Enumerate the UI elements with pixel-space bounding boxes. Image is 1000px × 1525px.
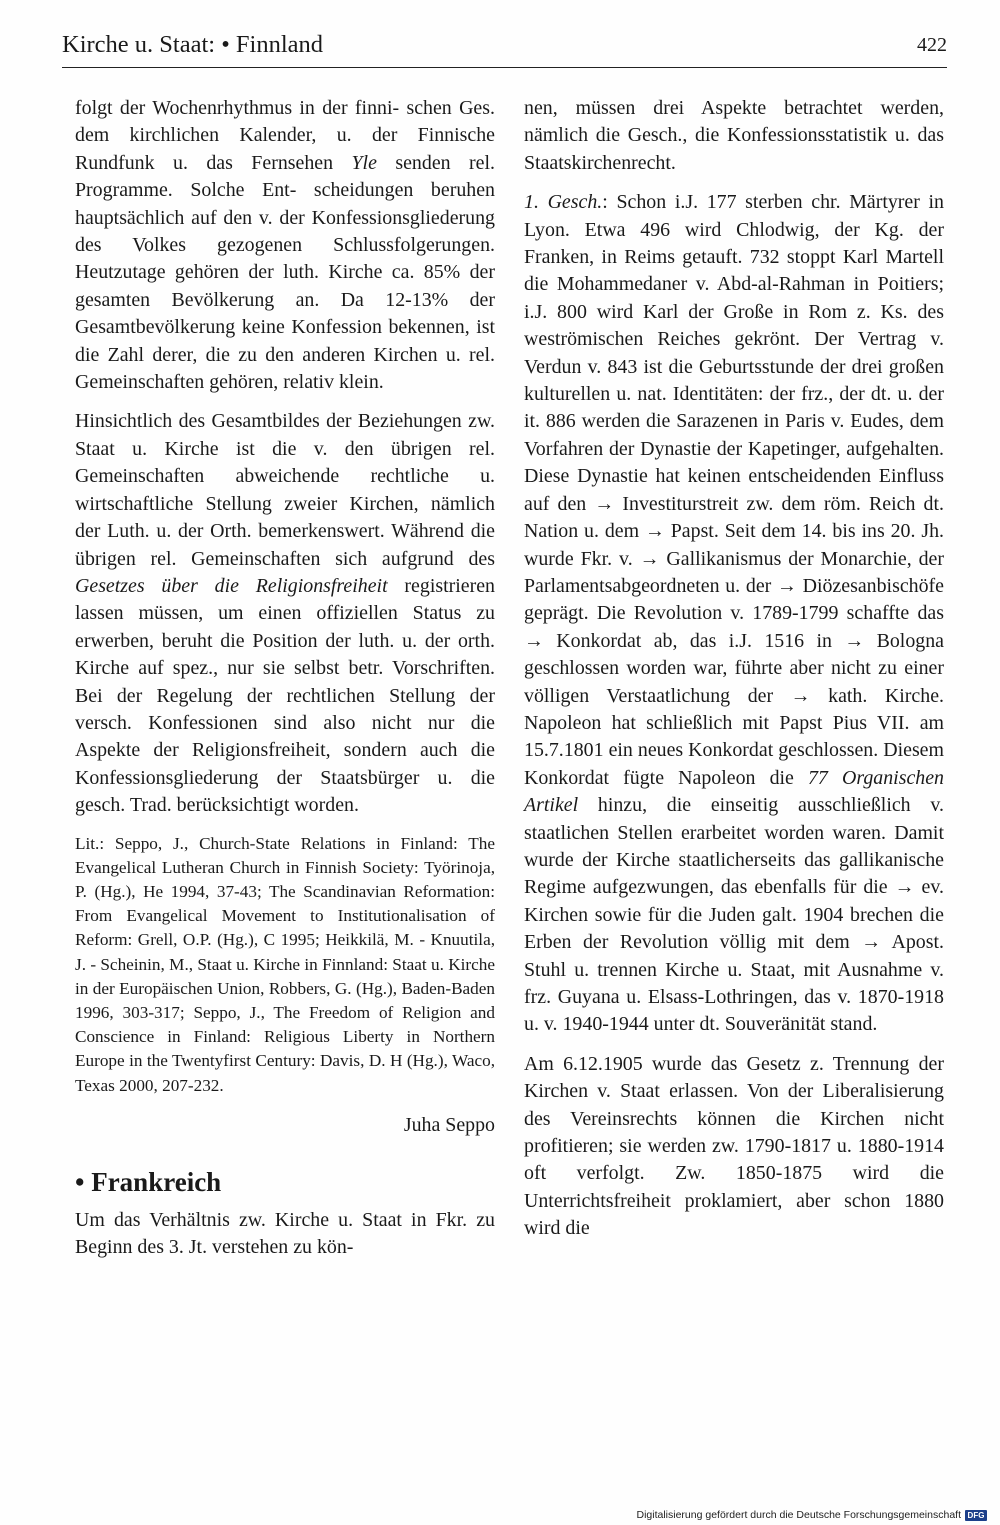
- text-line: schen Ges. dem kirchlichen Kalender, u.: [75, 97, 495, 147]
- subsection-label: 1. Gesch.: [524, 191, 603, 214]
- running-header: [62, 28, 947, 68]
- bullet-icon: •: [75, 1166, 85, 1197]
- paragraph-finnland-end: [75, 95, 495, 396]
- section-heading: [75, 1165, 495, 1199]
- italic-term: 77 Organischen Artikel: [524, 766, 944, 817]
- text-run: registrieren lassen müssen, um einen offiziellen Status zu erwerben, beruht die Position der luth. u. der orth. Kirche auf spez., nur sie selbst betr. Vorschriften. Bei der Regelung der rechtlichen Stellung der versch. Konfessionen sind also nicht nur die Aspekte der Religionsfreiheit, sondern auch die Konfessionsgliederung der Staatsbürger u. die gesch. Trad. berücksichtigt worden.: [75, 574, 495, 817]
- running-title: Kirche u. Staat: • Finnland: [62, 31, 324, 58]
- text-line: folgt der Wochenrhythmus in der finni-: [75, 97, 400, 119]
- literature-references: Lit.: Seppo, J., Church-State Relations in Finland: The Evangelical Lutheran Church in Finnish Society: Työrinoja, P. (Hg.), He 1994, 37-43; The Scandinavian Reformation: From Evangelical Movement to Institutionalisation of Reform: Grell, O.P. (Hg.), C 1995; Heikkilä, M. - Knuutila, J. - Scheinin, M., Staat u. Kirche in Finnland: Staat u. Kirche in der Europäischen Union, Robbers, G. (Hg.), Baden-Baden 1996, 303-317; Seppo, J., The Freedom of Religion and Conscience in Finland: Religious Liberty in Northern Europe in the Twentyfirst Century: Davis, D. H (Hg.), Waco, Texas 2000, 207-232.: [75, 833, 495, 1095]
- italic-term: Yle: [351, 151, 377, 174]
- text-run: Hinsichtlich des Gesamtbildes der Beziehungen zw. Staat u. Kirche ist die v. den übrigen rel. Gemeinschaften abweichende rechtliche u. wirtschaftliche Stellung zweier Kirchen, nämlich der Luth. u. der Orth. bemerkenswert. Während die übrigen rel. Gemeinschaften sich aufgrund des: [75, 410, 495, 570]
- page-number: 422: [917, 34, 947, 56]
- digitization-footer: [636, 1508, 987, 1522]
- paragraph-beziehungen: [75, 408, 495, 819]
- left-column: [75, 95, 495, 1262]
- section-title: Frankreich: [91, 1166, 222, 1197]
- dfg-logo-icon: DFG: [965, 1510, 987, 1521]
- paragraph-aspekte: nen, müssen drei Aspekte betrachtet werden, nämlich die Gesch., die Konfessionsstatistik u. das Staatskirchenrecht.: [524, 97, 944, 174]
- paragraph-frankreich-intro: Um das Verhältnis zw. Kirche u. Staat in Fkr. zu Beginn des 3. Jt. verstehen zu kön-: [75, 1208, 495, 1259]
- text-run: hinzu, die einseitig ausschließlich v. staatlichen Stellen erarbeitet worden waren. Damit wurde der Kirche staatlicherseits das gallikanische Regime aufgezwungen, das ebenfalls für die → ev. Kirchen sowie für die Juden galt. 1904 brechen die Erben der Revolution völlig mit dem → Apost. Stuhl u. trennen Kirche u. Staat, mit Ausnahme v. frz. Guyana u. Elsass-Lothringen, das v. 1870-1918 u. v. 1940-1944 unter dt. Souveränität stand.: [524, 794, 944, 1036]
- right-column: [524, 95, 944, 1243]
- author-signature: Juha Seppo: [403, 1113, 495, 1136]
- text-line: der Finnische Rundfunk u. das Fernsehen: [75, 124, 495, 174]
- footer-text: Digitalisierung gefördert durch die Deutsche Forschungsgemeinschaft: [636, 1509, 961, 1521]
- paragraph-geschichte: [524, 189, 944, 1039]
- text-line: senden rel. Programme. Solche Ent-: [75, 151, 495, 202]
- text-run: : Schon i.J. 177 sterben chr. Märtyrer in Lyon. Etwa 496 wird Chlodwig, der Kg. der Franken, in Reims getauft. 732 stoppt Karl Martell die Mohammedaner v. Abd-al-Rahman in Poitiers; i.J. 800 wird Karl der Große in Rom z. Ks. des weströmischen Reiches gekrönt. Der Vertrag v. Verdun v. 843 ist die Geburtsstunde der drei großen kulturellen u. nat. Identitäten: der frz., der dt. u. der it. 886 werden die Sarazenen in Paris v. Eudes, dem Vorfahren der Dynastie der Kapetinger, aufgehalten. Diese Dynastie hat keinen entscheidenden Einfluss auf den → Investiturstreit zw. dem röm. Reich dt. Nation u. dem → Papst. Seit dem 14. bis ins 20. Jh. wurde Fkr. v. → Gallikanismus der Monarchie, der Parlamentsabgeordneten u. der → Diözesanbischöfe geprägt. Die Revolution v. 1789-1799 schaffte das → Konkordat ab, das i.J. 1516 in → Bologna geschlossen worden war, führte aber nicht zu einer völligen Verstaatlichung der → kath. Kirche. Napoleon hat schließlich mit Papst Pius VII. am 15.7.1801 ein neues Konkordat geschlossen. Diesem Konkordat fügte Napoleon die: [524, 191, 945, 789]
- italic-term: Gesetzes über die Religionsfreiheit: [75, 574, 388, 597]
- paragraph-trennung: Am 6.12.1905 wurde das Gesetz z. Trennung der Kirchen v. Staat erlassen. Von der Liberalisierung des Vereinsrechts können die Kirchen nicht profitieren; sie werden zw. 1790-1817 u. 1880-1914 oft verfolgt. Zw. 1850-1875 wird die Unterrichtsfreiheit proklamiert, aber schon 1880 wird die: [524, 1052, 944, 1240]
- text-line: scheidungen beruhen hauptsächlich auf den v. der Konfessionsgliederung des Volkes gezogenen Schlussfolgerungen. Heutzutage gehören der luth. Kirche ca. 85% der gesamten Bevölkerung an. Da 12-13% der Gesamtbevölkerung keine Konfession bekennen, ist die Zahl derer, die zu den anderen Kirchen u. rel. Gemeinschaften gehören, relativ klein.: [75, 179, 495, 394]
